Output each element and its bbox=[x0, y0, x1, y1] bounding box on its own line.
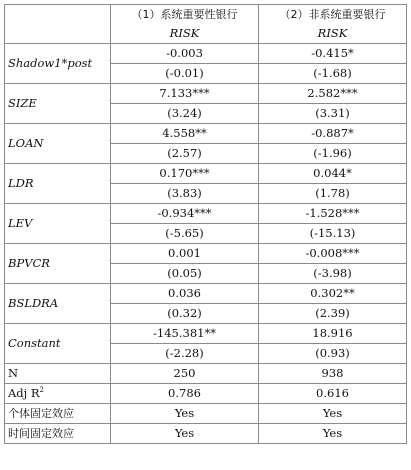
individual-fe-col1: Yes bbox=[111, 404, 259, 424]
col2-dependent-var: RISK bbox=[259, 24, 407, 44]
tstat-cell: (-15.13) bbox=[259, 224, 407, 244]
tstat-cell: (1.78) bbox=[259, 184, 407, 204]
coef-cell: 18.916 bbox=[259, 324, 407, 344]
coef-cell: -145.381** bbox=[111, 324, 259, 344]
tstat-cell: (-5.65) bbox=[111, 224, 259, 244]
n-label: N bbox=[5, 364, 111, 384]
coef-cell: 0.036 bbox=[111, 284, 259, 304]
tstat-cell: (2.57) bbox=[111, 144, 259, 164]
tstat-cell: (-1.96) bbox=[259, 144, 407, 164]
tstat-cell: (3.83) bbox=[111, 184, 259, 204]
individual-fe-label: 个体固定效应 bbox=[5, 404, 111, 424]
table-row bbox=[5, 204, 407, 224]
col1-title: （1）系统重要性银行 bbox=[111, 5, 259, 25]
col2-title: （2）非系统重要银行 bbox=[259, 5, 407, 25]
time-fe-label: 时间固定效应 bbox=[5, 424, 111, 444]
coef-cell: 0.302** bbox=[259, 284, 407, 304]
variable-label: BSLDRA bbox=[5, 284, 111, 324]
coef-cell: -1.528*** bbox=[259, 204, 407, 224]
variable-label: BPVCR bbox=[5, 244, 111, 284]
variable-label: Constant bbox=[5, 324, 111, 364]
tstat-cell: (-0.01) bbox=[111, 64, 259, 84]
time-fe-col1: Yes bbox=[111, 424, 259, 444]
stats-row-adj-r2 bbox=[5, 384, 407, 404]
coef-cell: 7.133*** bbox=[111, 84, 259, 104]
coef-cell: -0.934*** bbox=[111, 204, 259, 224]
variable-label: SIZE bbox=[5, 84, 111, 124]
col1-dependent-var: RISK bbox=[111, 24, 259, 44]
regression-table bbox=[4, 4, 407, 444]
coef-cell: 2.582*** bbox=[259, 84, 407, 104]
coef-cell: -0.008*** bbox=[259, 244, 407, 264]
tstat-cell: (-2.28) bbox=[111, 344, 259, 364]
table-row bbox=[5, 324, 407, 344]
table-row bbox=[5, 84, 407, 104]
table-row bbox=[5, 244, 407, 264]
stats-row-time-fe bbox=[5, 424, 407, 444]
tstat-cell: (0.05) bbox=[111, 264, 259, 284]
coef-cell: -0.003 bbox=[111, 44, 259, 64]
adj-r2-col1: 0.786 bbox=[111, 384, 259, 404]
variable-label: LOAN bbox=[5, 124, 111, 164]
tstat-cell: (0.93) bbox=[259, 344, 407, 364]
table-row bbox=[5, 124, 407, 144]
coef-cell: -0.887* bbox=[259, 124, 407, 144]
tstat-cell: (-1.68) bbox=[259, 64, 407, 84]
time-fe-col2: Yes bbox=[259, 424, 407, 444]
header-subrow bbox=[5, 24, 407, 44]
header-corner bbox=[5, 5, 111, 25]
tstat-cell: (3.24) bbox=[111, 104, 259, 124]
variable-label: LDR bbox=[5, 164, 111, 204]
table-row bbox=[5, 44, 407, 64]
coef-cell: 4.558** bbox=[111, 124, 259, 144]
n-col2: 938 bbox=[259, 364, 407, 384]
tstat-cell: (-3.98) bbox=[259, 264, 407, 284]
coef-cell: 0.170*** bbox=[111, 164, 259, 184]
n-col1: 250 bbox=[111, 364, 259, 384]
table-row bbox=[5, 284, 407, 304]
adj-r2-label: Adj $R^2$ bbox=[5, 384, 111, 404]
coef-cell: 0.044* bbox=[259, 164, 407, 184]
table-row bbox=[5, 164, 407, 184]
adj-r2-col2: 0.616 bbox=[259, 384, 407, 404]
tstat-cell: (2.39) bbox=[259, 304, 407, 324]
stats-row-n bbox=[5, 364, 407, 384]
stats-row-individual-fe bbox=[5, 404, 407, 424]
coef-cell: 0.001 bbox=[111, 244, 259, 264]
variable-label: LEV bbox=[5, 204, 111, 244]
tstat-cell: (0.32) bbox=[111, 304, 259, 324]
individual-fe-col2: Yes bbox=[259, 404, 407, 424]
tstat-cell: (3.31) bbox=[259, 104, 407, 124]
variable-label: Shadow1*post bbox=[5, 44, 111, 84]
header-corner-sub bbox=[5, 24, 111, 44]
header-row bbox=[5, 5, 407, 25]
coef-cell: -0.415* bbox=[259, 44, 407, 64]
